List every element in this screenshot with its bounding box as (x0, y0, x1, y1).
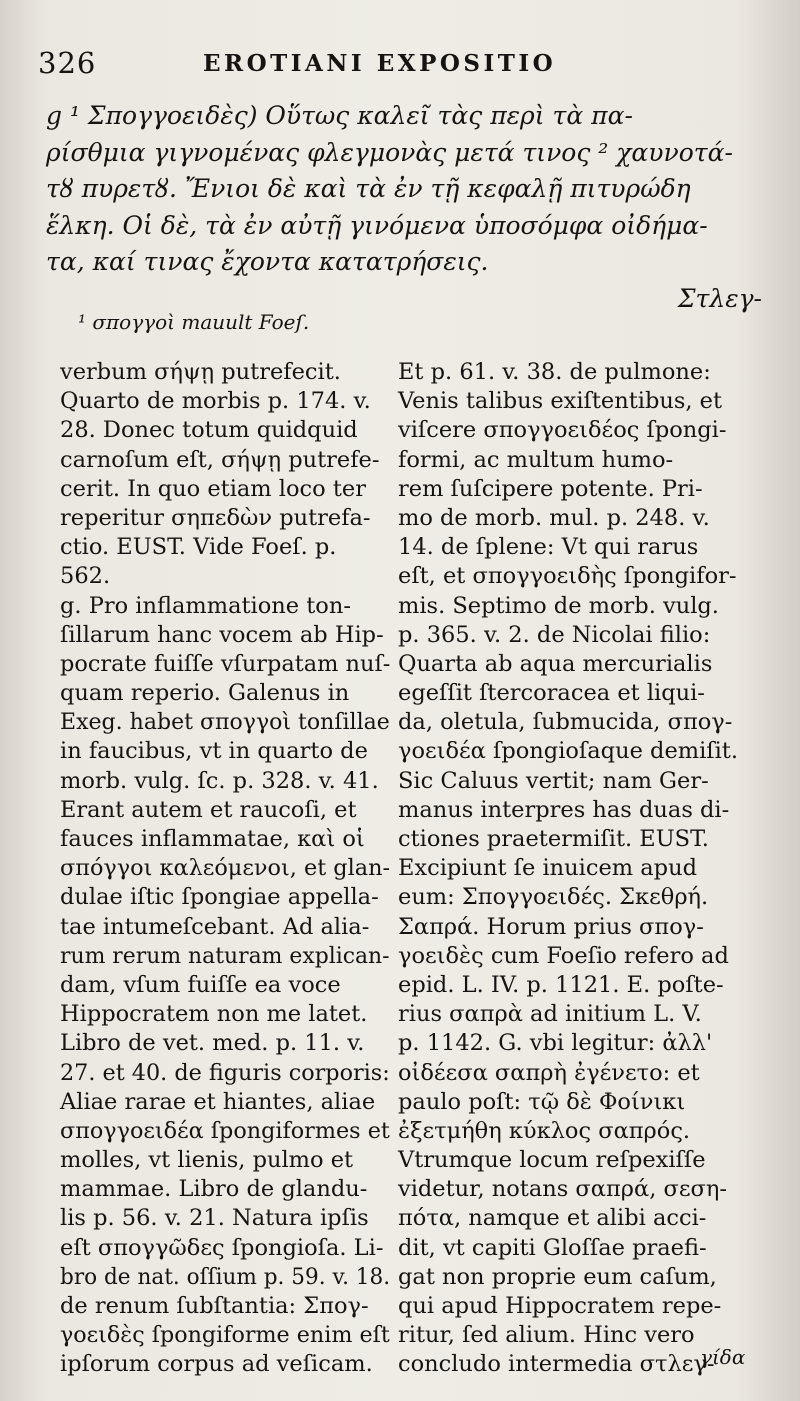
text-line: dam, vſum fuiſſe ea voce (60, 971, 341, 998)
text-line: 14. de ſplene: Vt qui rarus (398, 534, 699, 561)
greek-line: τȣ πυρετȣ. Ἔνιοι δὲ καὶ τὰ ἐν τῇ κεφαλῇ πιτυρώδη (46, 174, 691, 203)
text-line: 28. Donec totum quidquid (60, 417, 358, 444)
text-line: reperitur σηπεδὼν putrefa- (60, 504, 371, 531)
text-line: gat non proprie eum caſum, (398, 1263, 717, 1290)
text-line: Exeg. habet σπογγοὶ tonſillae (60, 709, 390, 736)
text-line: rius σαπρὰ ad initium L. V. (398, 1001, 702, 1028)
page-header (38, 46, 758, 86)
text-line: concludo intermedia στλεγ- (398, 1351, 715, 1378)
text-line: dit, vt capiti Gloſſae praefi- (398, 1234, 707, 1261)
greek-line: Στλεγ- (677, 283, 762, 313)
text-line: epid. L. IV. p. 1121. E. poſte- (398, 971, 724, 998)
text-line: Hippocratem non me latet. (60, 1001, 368, 1028)
text-line: bro de nat. oſſium p. 59. v. 18. (60, 1263, 391, 1290)
text-line: formi, ac multum humo- (398, 446, 674, 473)
text-line: Vtrumque locum reſpexiſſe (398, 1147, 706, 1174)
text-line: γοειδέα ſpongioſaque demiſit. (398, 738, 739, 765)
greek-line: ἕλκη. Οἱ δὲ, τὰ ἐν αὐτῇ γινόμενα ὑποσόμφα οἰδήμα- (46, 210, 708, 240)
text-line: 27. et 40. de figuris corporis: (60, 1059, 390, 1086)
catchword: γίδα (700, 1345, 746, 1369)
text-line: Quarto de morbis p. 174. v. (60, 388, 371, 415)
text-line: paulo poſt: τῷ δὲ Φοίνικι (398, 1088, 686, 1115)
text-line: qui apud Hippocratem repe- (398, 1293, 722, 1319)
text-line: γοειδὲς ſpongiforme enim eſt (60, 1322, 390, 1349)
text-line: da, oletula, ſubmucida, σπογ- (398, 709, 733, 736)
text-line: molles, vt lienis, pulmo et (60, 1147, 354, 1174)
text-line: ἐξετμήθη κύκλος σαπρός. (398, 1117, 691, 1144)
running-title: EROTIANI EXPOSITIO (203, 50, 557, 77)
text-line: rum rerum naturam explican- (60, 942, 390, 969)
text-line: mo de morb. mul. p. 248. v. (398, 504, 710, 531)
right-column (398, 358, 746, 1380)
text-line: 562. (60, 563, 111, 590)
text-line: viſcere σπογγοειδέος ſpongi- (398, 417, 727, 444)
text-line: mammae. Libro de glandu- (60, 1176, 368, 1203)
text-line: Σαπρά. Horum prius σπογ- (398, 913, 704, 940)
text-line: quam reperio. Galenus in (60, 680, 350, 707)
text-line: fauces inflammatae, καὶ οἱ (60, 826, 365, 852)
text-line: Quarta ab aqua mercurialis (398, 650, 713, 677)
text-line: σπογγοειδέα ſpongiformes et (60, 1117, 390, 1144)
text-line: p. 1142. G. vbi legitur: ἀλλ' (398, 1030, 713, 1057)
text-line: Libro de vet. med. p. 11. v. (60, 1030, 365, 1057)
text-line: Aliae rarae et hiantes, aliae (60, 1088, 376, 1115)
text-line: carnoſum eſt, σήψῃ putrefe- (60, 446, 380, 473)
page-number: 326 (38, 46, 97, 80)
text-line: ipſorum corpus ad veſicam. (60, 1351, 373, 1378)
text-line: lis p. 56. v. 21. Natura ipſis (60, 1205, 369, 1232)
text-line: σπόγγοι καλεόμενοι, et glan- (60, 855, 391, 882)
text-line: eſt, et σπογγοειδὴς ſpongifor- (398, 563, 737, 590)
text-line: ſillarum hanc vocem ab Hip- (60, 621, 384, 648)
text-line: de renum ſubſtantia: Σπογ- (60, 1293, 369, 1319)
text-line: tae intumeſcebant. Ad alia- (60, 913, 370, 940)
footnote: ¹ σπογγοὶ mauult Foeſ. (78, 310, 310, 334)
text-line: pocrate fuiſſe vſurpatam nuſ- (60, 650, 391, 677)
text-line: manus interpres has duas di- (398, 796, 730, 823)
greek-entry (46, 98, 770, 317)
text-line: dulae iſtic ſpongiae appella- (60, 884, 379, 911)
left-column (60, 358, 390, 1380)
text-line: p. 365. v. 2. de Nicolai filio: (398, 621, 711, 648)
text-line: in faucibus, vt in quarto de (60, 738, 368, 765)
text-line: eum: Σπογγοειδές. Σκεθρή. (398, 884, 709, 911)
text-line: γοειδὲς cum Foeſio refero ad (398, 942, 729, 969)
text-line: eſt σπογγῶδες ſpongioſa. Li- (60, 1234, 384, 1261)
text-line: Sic Caluus vertit; nam Ger- (398, 767, 709, 794)
text-line: verbum σήψῃ putrefecit. (60, 359, 341, 385)
text-line: ritur, ſed alium. Hinc vero (398, 1322, 695, 1349)
text-line: mis. Septimo de morb. vulg. (398, 592, 719, 619)
text-line: g. Pro inflammatione ton- (60, 592, 351, 619)
text-line: Excipiunt ſe inuicem apud (398, 855, 697, 882)
text-line: ctio. EUST. Vide Foeſ. p. (60, 534, 337, 561)
text-line: Erant autem et raucoſi, et (60, 796, 357, 823)
text-line: videtur, notans σαπρά, σεση- (398, 1176, 727, 1203)
text-line: πότα, namque et alibi acci- (398, 1205, 707, 1232)
text-line: Et p. 61. v. 38. de pulmone: (398, 359, 711, 385)
text-line: egeſſit ſtercoracea et liqui- (398, 680, 705, 707)
text-line: cerit. In quo etiam loco ter (60, 475, 366, 502)
text-line: Venis talibus exiſtentibus, et (398, 388, 723, 415)
text-line: rem ſuſcipere potente. Pri- (398, 475, 703, 502)
text-line: ctiones praetermiſit. EUST. (398, 826, 709, 852)
text-line: morb. vulg. ſc. p. 328. v. 41. (60, 767, 379, 794)
greek-line: τα, καί τινας ἔχοντα κατατρήσεις. (46, 247, 489, 276)
greek-line: ρίσθμια γιγνομένας φλεγμονὰς μετά τινος ² χαυνοτά- (46, 137, 733, 167)
text-line: οἰδέεσα σαπρὴ ἐγένετο: et (398, 1059, 700, 1086)
greek-line: g ¹ Σπογγοειδὲς) Οὕτως καλεῖ τὰς περὶ τὰ πα- (46, 101, 633, 130)
